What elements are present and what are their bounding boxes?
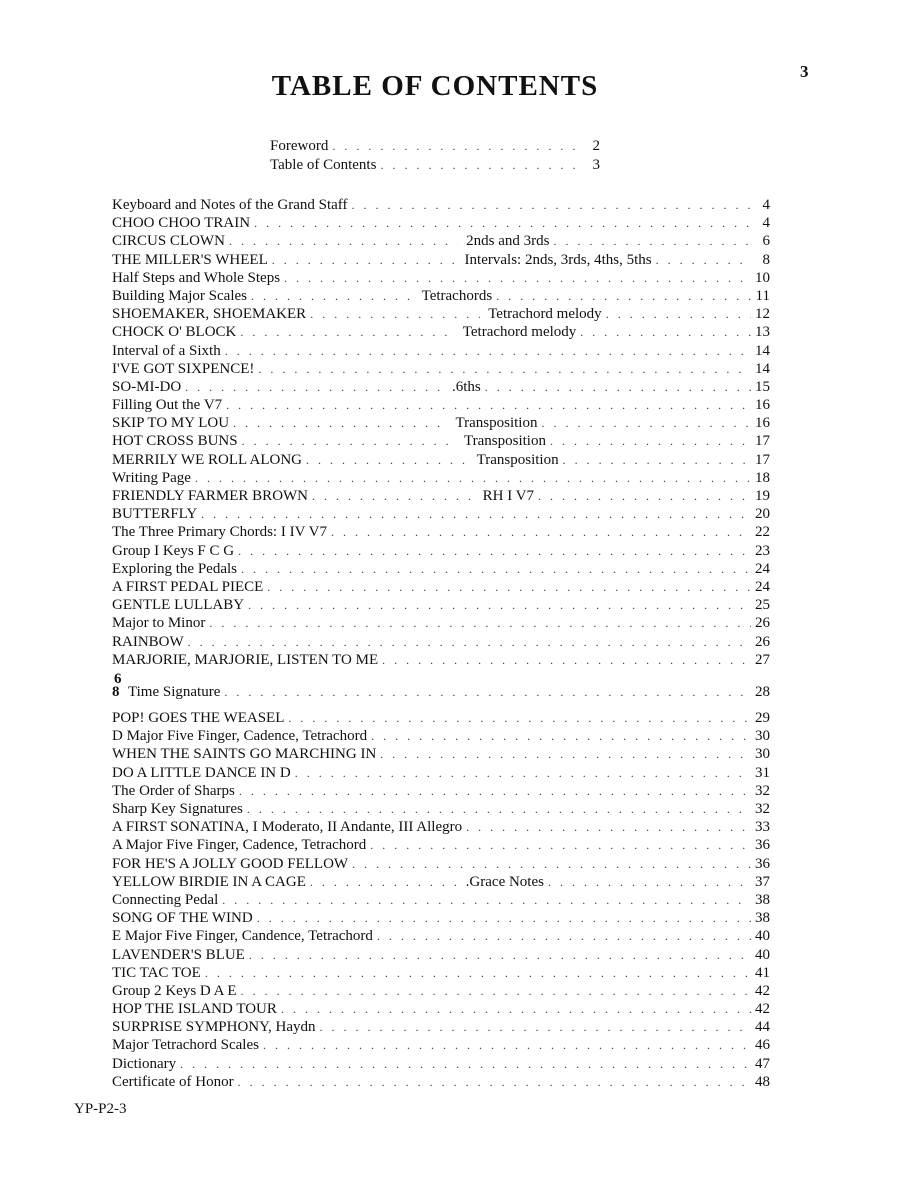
leader-dots <box>380 745 751 763</box>
entry-page: 18 <box>755 469 770 486</box>
entry-page: 30 <box>755 728 770 745</box>
leader-dots <box>370 836 751 854</box>
entry-label: CIRCUS CLOWN <box>112 233 225 250</box>
leader-dots <box>352 196 753 214</box>
leader-dots <box>281 1000 751 1018</box>
entry-label: GENTLE LULLABY <box>112 597 245 614</box>
entry-page: 17 <box>755 433 770 450</box>
leader-dots <box>310 305 480 323</box>
entry-page: 44 <box>755 1019 770 1036</box>
leader-dots <box>352 855 751 873</box>
leader-dots <box>247 800 751 818</box>
toc-entry <box>112 269 770 287</box>
entry-label: D Major Five Finger, Cadence, Tetrachord <box>112 728 368 745</box>
entry-page: 14 <box>755 342 770 359</box>
entry-page: 38 <box>755 910 770 927</box>
entry-label: Group I Keys F C G <box>112 542 235 559</box>
toc-entry <box>112 596 770 614</box>
leader-dots <box>254 214 752 232</box>
entry-page: 12 <box>755 306 770 323</box>
toc-entry <box>112 633 770 651</box>
toc-entry <box>112 1055 770 1073</box>
entry-note: Transposition <box>464 433 546 450</box>
toc-entry <box>112 578 770 596</box>
leader-dots <box>656 251 752 269</box>
leader-dots <box>222 891 751 909</box>
entry-page: 23 <box>755 542 770 559</box>
entry-page: 42 <box>755 982 770 999</box>
toc-entry <box>112 360 770 378</box>
entry-label: Interval of a Sixth <box>112 342 221 359</box>
entry-page: 38 <box>755 891 770 908</box>
entry-label: BUTTERFLY <box>112 506 198 523</box>
entry-page: 41 <box>755 964 770 981</box>
leader-dots <box>241 982 751 1000</box>
entry-label: RAINBOW <box>112 633 184 650</box>
toc-entry <box>112 964 770 982</box>
entry-page: 15 <box>755 378 770 395</box>
leader-dots <box>382 651 751 669</box>
leader-dots <box>606 305 751 323</box>
leader-dots <box>380 156 582 175</box>
entry-page: 16 <box>755 415 770 432</box>
entry-label: SURPRISE SYMPHONY, Haydn <box>112 1019 316 1036</box>
toc-entry <box>112 1073 770 1091</box>
leader-dots <box>239 782 751 800</box>
entry-label: Certificate of Honor <box>112 1073 234 1090</box>
toc-entry <box>112 982 770 1000</box>
toc-entry <box>112 378 770 396</box>
toc-entry <box>112 251 770 269</box>
toc-entry <box>112 1018 770 1036</box>
entry-page: 2 <box>592 138 600 154</box>
entry-page: 4 <box>762 197 770 213</box>
entry-page: 13 <box>755 324 770 341</box>
leader-dots <box>188 633 751 651</box>
entry-page: 46 <box>755 1037 770 1054</box>
time-signature-bottom: 8 <box>112 683 120 700</box>
leader-dots <box>201 505 751 523</box>
entry-label: A FIRST SONATINA, I Moderato, II Andante, III Allegro <box>112 819 463 836</box>
entry-label: SONG OF THE WIND <box>112 910 253 927</box>
leader-dots <box>205 964 751 982</box>
toc-entry <box>112 305 770 323</box>
entry-label: Major to Minor <box>112 615 206 632</box>
entry-label: Exploring the Pedals <box>112 560 237 577</box>
entry-note: Transposition <box>455 415 538 432</box>
page-title: TABLE OF CONTENTS <box>271 70 599 102</box>
leader-dots <box>224 683 751 701</box>
leader-dots <box>238 1073 751 1091</box>
leader-dots <box>238 542 751 560</box>
entry-label: A FIRST PEDAL PIECE <box>112 578 264 595</box>
entry-page: 4 <box>762 215 770 232</box>
entry-label: CHOCK O' BLOCK <box>112 324 237 341</box>
entry-label <box>112 670 221 701</box>
entry-label: HOT CROSS BUNS <box>112 433 238 450</box>
toc-entry <box>112 342 770 360</box>
entry-page: 25 <box>755 597 770 614</box>
toc-entry <box>112 818 770 836</box>
footer-code: YP-P2-3 <box>74 1101 127 1117</box>
leader-dots <box>563 451 751 469</box>
entry-label: FRIENDLY FARMER BROWN <box>112 488 309 504</box>
toc-entry <box>112 782 770 800</box>
leader-dots <box>288 709 751 727</box>
entry-note: Tetrachords <box>421 287 493 304</box>
entry-label: SKIP TO MY LOU <box>112 415 230 432</box>
entry-label: TIC TAC TOE <box>112 964 201 981</box>
toc-entry <box>112 836 770 854</box>
toc-entry <box>112 909 770 927</box>
leader-dots <box>180 1055 751 1073</box>
toc-entry <box>112 196 770 214</box>
entry-note: Intervals: 2nds, 3rds, 4ths, 5ths <box>464 251 652 268</box>
entry-label: Connecting Pedal <box>112 891 219 908</box>
leader-dots <box>312 487 475 505</box>
toc-entry <box>112 287 770 305</box>
entry-label: Dictionary <box>112 1055 177 1072</box>
toc-entry <box>112 1036 770 1054</box>
leader-dots <box>538 487 751 505</box>
entry-label: Table of Contents <box>270 156 377 173</box>
entry-label: DO A LITTLE DANCE IN D <box>112 764 291 781</box>
leader-dots <box>306 451 469 469</box>
entry-label: LAVENDER'S BLUE <box>112 946 245 963</box>
entry-page: 24 <box>755 578 770 595</box>
leader-dots <box>233 414 447 432</box>
entry-page: 17 <box>755 451 770 468</box>
leader-dots <box>267 578 751 596</box>
toc-list <box>112 196 770 1091</box>
leader-dots <box>580 323 751 341</box>
leader-dots <box>258 360 751 378</box>
entry-label: FOR HE'S A JOLLY GOOD FELLOW <box>112 855 349 872</box>
toc-entry <box>112 232 770 250</box>
entry-label: Half Steps and Whole Steps <box>112 269 281 286</box>
entry-label: E Major Five Finger, Candence, Tetrachord <box>112 928 373 945</box>
leader-dots <box>226 396 751 414</box>
entry-label: Major Tetrachord Scales <box>112 1037 259 1054</box>
entry-label: MARJORIE, MARJORIE, LISTEN TO ME <box>112 651 379 668</box>
entry-label: Filling Out the V7 <box>112 397 223 414</box>
entry-label: The Three Primary Chords: I IV V7 <box>112 524 327 541</box>
entry-note: RH I V7 <box>482 488 535 504</box>
entry-label: POP! GOES THE WEASEL <box>112 710 285 727</box>
entry-page: 36 <box>755 837 770 854</box>
leader-dots <box>229 232 458 250</box>
entry-page: 26 <box>755 615 770 632</box>
leader-dots <box>249 946 751 964</box>
entry-page: 6 <box>762 233 770 250</box>
toc-entry <box>112 505 770 523</box>
toc-entry <box>112 1000 770 1018</box>
leader-dots <box>185 378 444 396</box>
leader-dots <box>541 414 751 432</box>
toc-entry <box>112 523 770 541</box>
toc-entry <box>112 396 770 414</box>
toc-entry <box>112 651 770 669</box>
entry-page: 11 <box>755 287 770 304</box>
time-signature <box>112 670 124 701</box>
toc-entry <box>112 414 770 432</box>
entry-page: 32 <box>755 782 770 799</box>
leader-dots <box>240 323 454 341</box>
entry-page: 40 <box>755 946 770 963</box>
toc-entry <box>112 432 770 450</box>
toc-entry <box>112 709 770 727</box>
entry-page: 10 <box>755 269 770 286</box>
entry-page: 27 <box>755 651 770 668</box>
toc-entry <box>112 487 770 505</box>
entry-label: Building Major Scales <box>112 287 247 304</box>
toc-entry <box>112 745 770 763</box>
toc-entry <box>112 670 770 701</box>
toc-entry <box>112 800 770 818</box>
entry-page: 42 <box>755 1001 770 1018</box>
entry-note: .6ths <box>451 378 481 395</box>
entry-note: Tetrachord melody <box>488 306 602 323</box>
leader-dots <box>225 342 751 360</box>
leader-dots <box>331 523 751 541</box>
leader-dots <box>466 818 751 836</box>
leader-dots <box>295 764 751 782</box>
leader-dots <box>320 1018 751 1036</box>
toc-entry <box>112 764 770 782</box>
leader-dots <box>485 378 751 396</box>
toc-entry <box>112 873 770 891</box>
entry-label: YELLOW BIRDIE IN A CAGE <box>112 873 306 890</box>
entry-label: Foreword <box>270 138 329 154</box>
leader-dots <box>263 1036 751 1054</box>
entry-label: The Order of Sharps <box>112 782 235 799</box>
entry-page: 32 <box>755 801 770 817</box>
leader-dots <box>553 232 752 250</box>
entry-page: 14 <box>755 360 770 377</box>
leader-dots <box>195 469 751 487</box>
entry-label: I'VE GOT SIXPENCE! <box>112 360 255 377</box>
page-number: 3 <box>800 62 809 81</box>
entry-note: Tetrachord melody <box>462 324 577 341</box>
entry-page: 31 <box>755 764 770 781</box>
entry-page: 48 <box>755 1073 770 1090</box>
leader-dots <box>241 560 751 578</box>
entry-note: .Grace Notes <box>465 873 544 890</box>
entry-page: 47 <box>755 1055 770 1072</box>
leader-dots <box>371 727 751 745</box>
entry-label: CHOO CHOO TRAIN <box>112 215 251 232</box>
toc-entry <box>112 855 770 873</box>
entry-page: 19 <box>755 488 770 504</box>
entry-page: 40 <box>755 928 770 945</box>
entry-label: Writing Page <box>112 469 191 486</box>
leader-dots <box>310 873 458 891</box>
entry-page: 28 <box>755 683 770 700</box>
entry-label: Sharp Key Signatures <box>112 801 243 817</box>
entry-page: 26 <box>755 633 770 650</box>
toc-entry <box>112 891 770 909</box>
entry-page: 33 <box>755 819 770 836</box>
toc-entry <box>112 560 770 578</box>
toc-entry <box>112 927 770 945</box>
entry-page: 8 <box>762 251 770 268</box>
leader-dots <box>284 269 751 287</box>
entry-page: 16 <box>755 397 770 414</box>
entry-label: THE MILLER'S WHEEL <box>112 251 268 268</box>
front-matter-list <box>270 137 600 174</box>
entry-label-text: Time Signature <box>128 683 221 700</box>
entry-label: HOP THE ISLAND TOUR <box>112 1001 277 1018</box>
leader-dots <box>332 137 582 156</box>
leader-dots <box>550 432 751 450</box>
toc-entry <box>112 469 770 487</box>
toc-entry <box>112 614 770 632</box>
entry-label: MERRILY WE ROLL ALONG <box>112 451 303 468</box>
entry-label: WHEN THE SAINTS GO MARCHING IN <box>112 746 377 763</box>
leader-dots <box>548 873 751 891</box>
entry-label: SO-MI-DO <box>112 378 182 395</box>
leader-dots <box>377 927 751 945</box>
entry-label: SHOEMAKER, SHOEMAKER <box>112 306 307 323</box>
leader-dots <box>496 287 751 305</box>
leader-dots <box>257 909 751 927</box>
toc-entry <box>112 542 770 560</box>
leader-dots <box>272 251 457 269</box>
entry-page: 36 <box>755 855 770 872</box>
entry-label: A Major Five Finger, Cadence, Tetrachord <box>112 837 367 854</box>
leader-dots <box>248 596 751 614</box>
toc-entry <box>112 727 770 745</box>
entry-page: 30 <box>755 746 770 763</box>
entry-page: 22 <box>755 524 770 541</box>
entry-page: 20 <box>755 506 770 523</box>
entry-label: Group 2 Keys D A E <box>112 982 237 999</box>
entry-page: 29 <box>755 710 770 727</box>
leader-dots <box>209 614 751 632</box>
front-matter-item <box>270 156 600 175</box>
time-signature-top: 6 <box>114 670 122 687</box>
toc-entry <box>112 451 770 469</box>
entry-page: 3 <box>592 156 600 173</box>
leader-dots <box>242 432 456 450</box>
entry-note: Transposition <box>476 451 559 468</box>
entry-label: Keyboard and Notes of the Grand Staff <box>112 197 348 213</box>
toc-entry <box>112 946 770 964</box>
entry-note: 2nds and 3rds <box>466 233 550 250</box>
front-matter-item <box>270 137 600 156</box>
leader-dots <box>251 287 414 305</box>
toc-entry <box>112 323 770 341</box>
entry-page: 37 <box>755 873 770 890</box>
entry-page: 24 <box>755 560 770 577</box>
toc-entry <box>112 214 770 232</box>
